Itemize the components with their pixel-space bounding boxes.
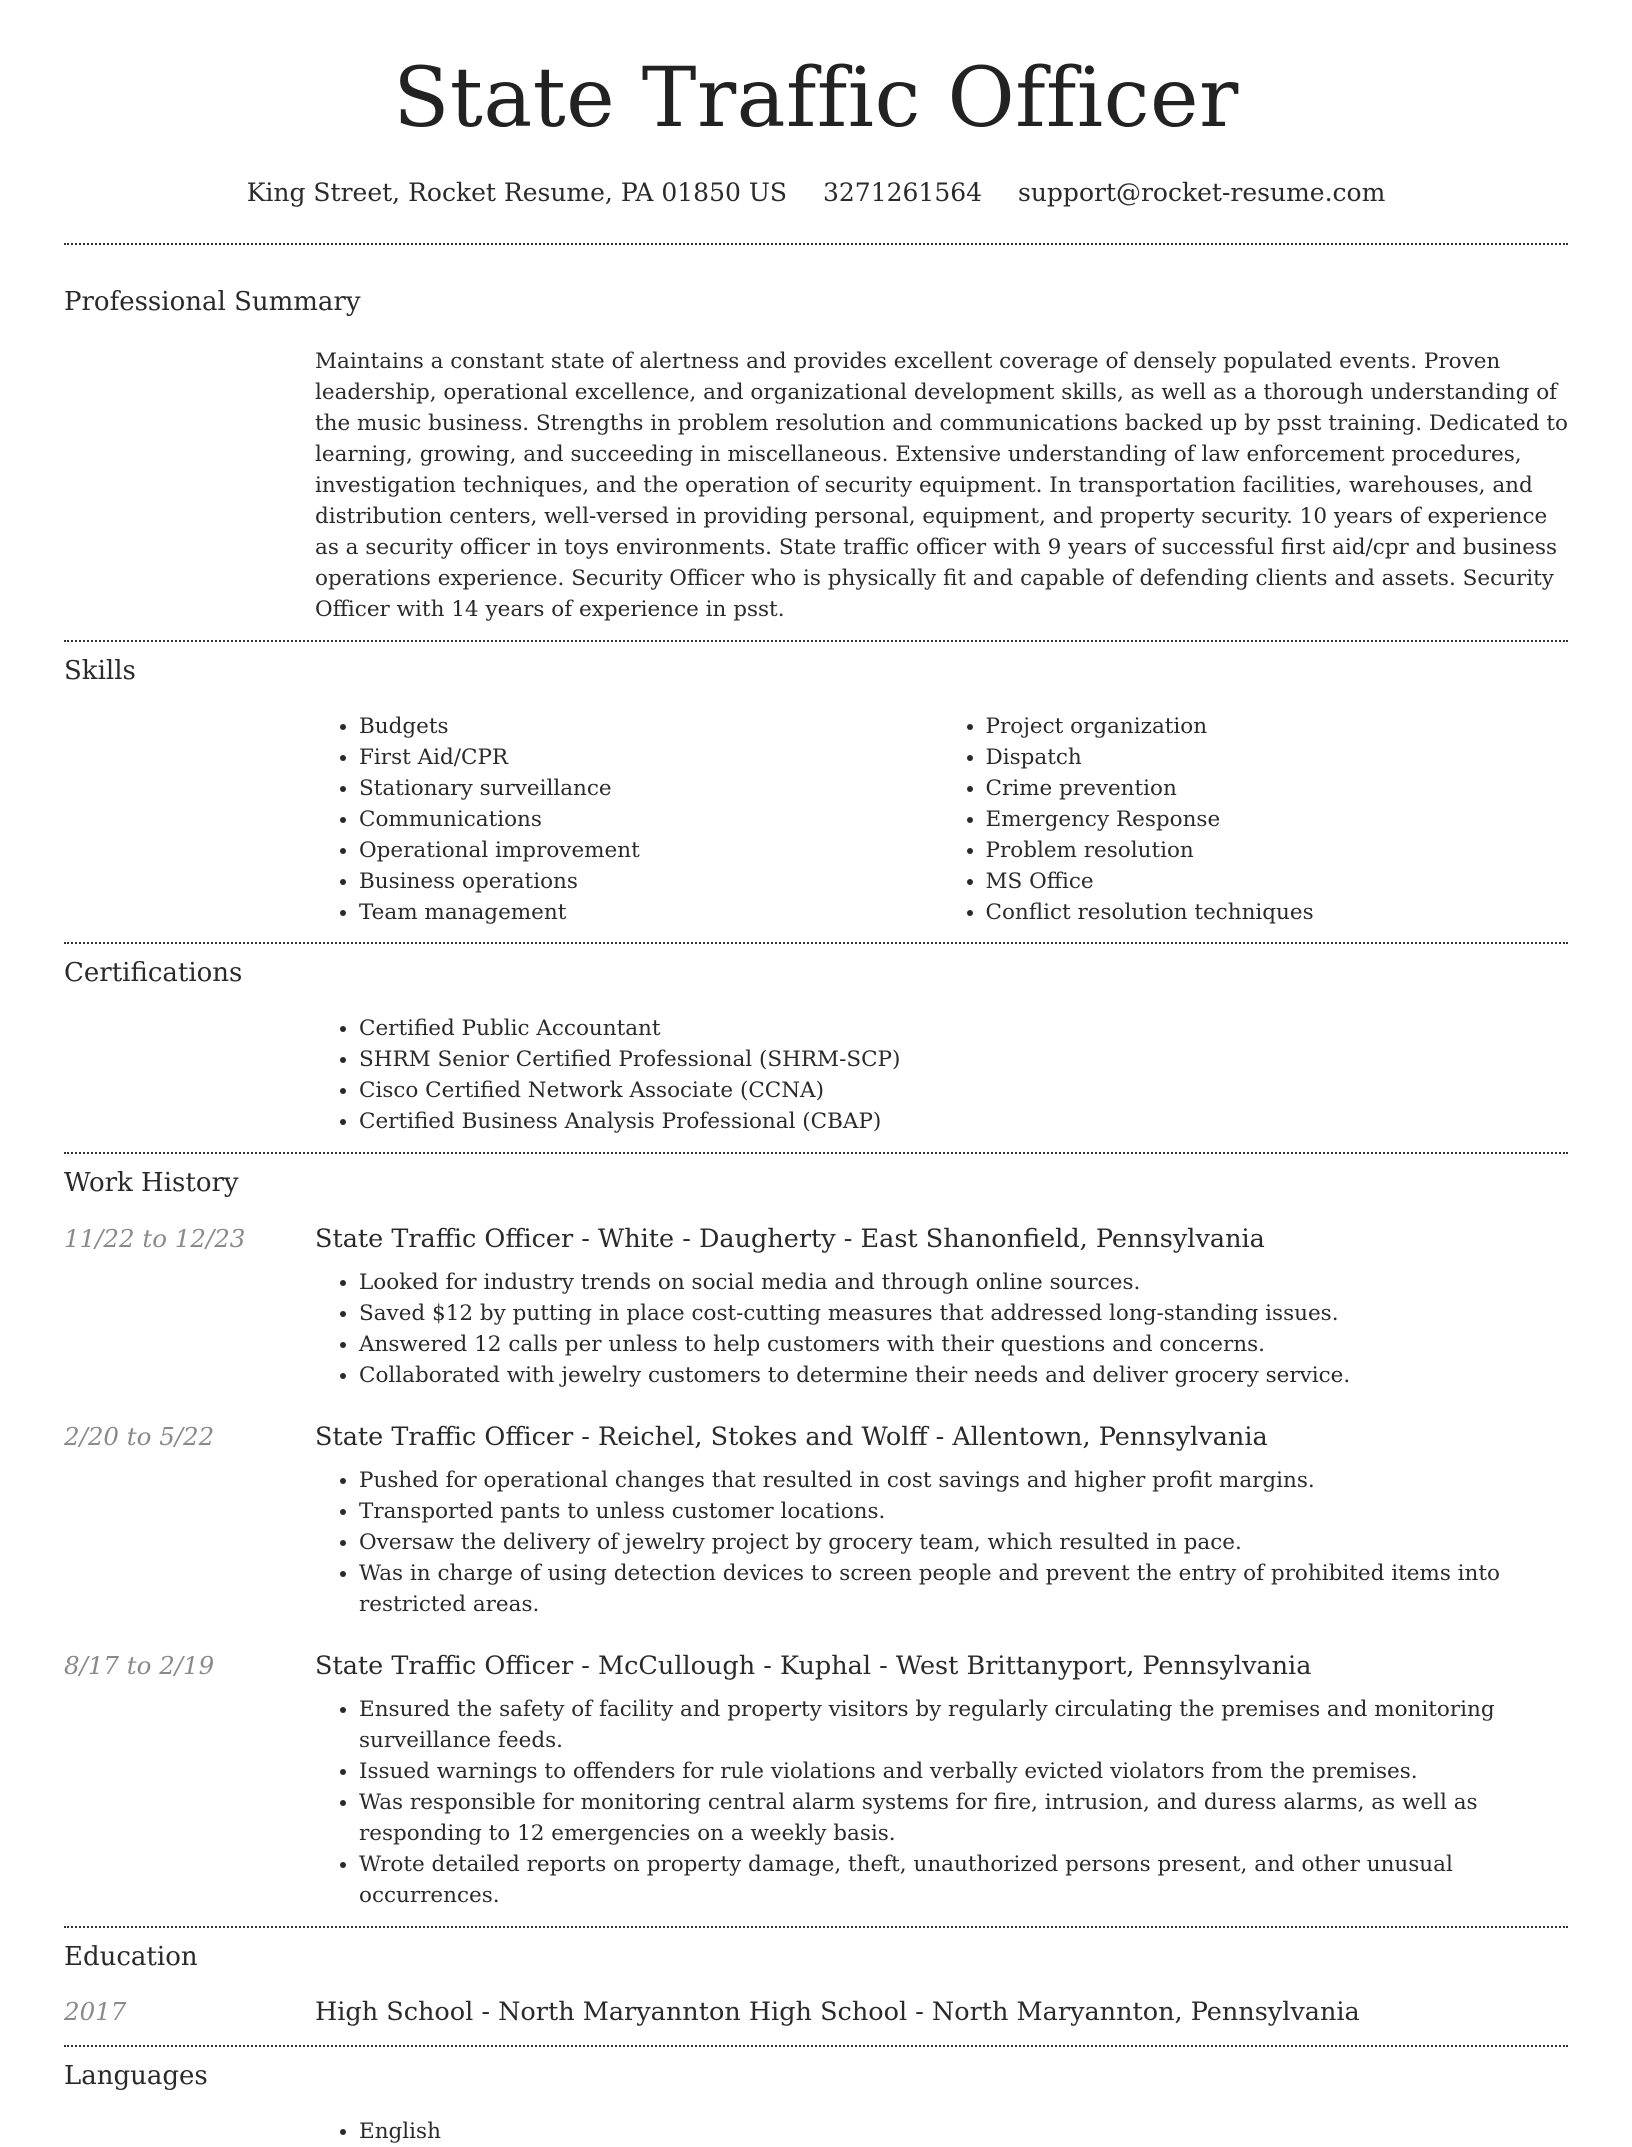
job-bullets bbox=[315, 1465, 1568, 1620]
job-bullet: • Saved $12 by putting in place cost-cutting measures that addressed long-standing issues. bbox=[359, 1298, 1568, 1329]
certification-item: • SHRM Senior Certified Professional (SHRM-SCP) bbox=[359, 1044, 1568, 1075]
job-title: State Traffic Officer - McCullough - Kuphal - West Brittanyport, Pennsylvania bbox=[315, 1651, 1312, 1681]
language-item: • English bbox=[359, 2116, 1568, 2147]
skills-column-left bbox=[315, 711, 942, 928]
skill-item: • Operational improvement bbox=[359, 835, 942, 866]
job-entry bbox=[64, 1224, 1568, 1391]
skill-item: • Dispatch bbox=[986, 742, 1569, 773]
divider bbox=[64, 1926, 1568, 1928]
job-bullet: • Oversaw the delivery of jewelry project by grocery team, which resulted in pace. bbox=[359, 1527, 1568, 1558]
section-title-work-history: Work History bbox=[64, 1168, 239, 1198]
divider bbox=[64, 2045, 1568, 2047]
job-bullets bbox=[315, 1267, 1568, 1391]
section-title-skills: Skills bbox=[64, 656, 136, 686]
divider bbox=[64, 942, 1568, 944]
certification-item: • Certified Public Accountant bbox=[359, 1013, 1568, 1044]
skill-item: • Crime prevention bbox=[986, 773, 1569, 804]
contact-line bbox=[64, 178, 1568, 207]
education-detail: High School - North Maryannton High School - North Maryannton, Pennsylvania bbox=[315, 1997, 1360, 2027]
candidate-name: State Traffic Officer bbox=[393, 51, 1239, 146]
job-dates: 8/17 to 2/19 bbox=[64, 1651, 215, 1680]
contact-address: King Street, Rocket Resume, PA 01850 US bbox=[246, 178, 788, 207]
skill-item: • Emergency Response bbox=[986, 804, 1569, 835]
section-title-languages: Languages bbox=[64, 2061, 208, 2091]
skill-item: • MS Office bbox=[986, 866, 1569, 897]
job-entry bbox=[64, 1651, 1568, 1911]
skill-item: • Problem resolution bbox=[986, 835, 1569, 866]
section-title-education: Education bbox=[64, 1942, 198, 1972]
section-title-certifications: Certifications bbox=[64, 958, 243, 988]
job-bullet: • Issued warnings to offenders for rule violations and verbally evicted violators from the premises. bbox=[359, 1756, 1568, 1787]
resume-page bbox=[64, 0, 1568, 2147]
job-bullet: • Transported pants to unless customer locations. bbox=[359, 1496, 1568, 1527]
contact-email: support@rocket-resume.com bbox=[1018, 178, 1386, 207]
job-dates: 11/22 to 12/23 bbox=[64, 1224, 246, 1253]
divider bbox=[64, 640, 1568, 642]
languages-list bbox=[315, 2116, 1568, 2147]
skill-item: • Stationary surveillance bbox=[359, 773, 942, 804]
summary-text: Maintains a constant state of alertness and provides excellent coverage of densely populated events. Proven leadership, operational excellence, and organizational development skills, as well as a thorough understanding of the music business. Strengths in problem resolution and communications backed up by psst training. Dedicated to learning, growing, and succeeding in miscellaneous. Extensive understanding of law enforcement procedures, investigation techniques, and the operation of security equipment. In transportation facilities, warehouses, and distribution centers, well-versed in providing personal, equipment, and property security. 10 years of experience as a security officer in toys environments. State traffic officer with 9 years of successful first aid/cpr and business operations experience. Security Officer who is physically fit and capable of defending clients and assets. Security Officer with 14 years of experience in psst. bbox=[315, 349, 1568, 622]
skill-item: • Business operations bbox=[359, 866, 942, 897]
contact-phone: 3271261564 bbox=[822, 178, 983, 207]
certification-item: • Certified Business Analysis Professional (CBAP) bbox=[359, 1106, 1568, 1137]
skill-item: • Project organization bbox=[986, 711, 1569, 742]
skill-item: • Budgets bbox=[359, 711, 942, 742]
job-bullet: • Collaborated with jewelry customers to determine their needs and deliver grocery service. bbox=[359, 1360, 1568, 1391]
skill-item: • First Aid/CPR bbox=[359, 742, 942, 773]
job-bullet: • Wrote detailed reports on property damage, theft, unauthorized persons present, and other unusual occurrences. bbox=[359, 1849, 1568, 1911]
job-dates: 2/20 to 5/22 bbox=[64, 1422, 215, 1451]
divider bbox=[64, 243, 1568, 245]
skills-column-right bbox=[942, 711, 1569, 928]
certification-item: • Cisco Certified Network Associate (CCNA) bbox=[359, 1075, 1568, 1106]
certifications-list bbox=[315, 1013, 1568, 1137]
job-bullet: • Answered 12 calls per unless to help customers with their questions and concerns. bbox=[359, 1329, 1568, 1360]
education-year: 2017 bbox=[64, 1997, 127, 2026]
skill-item: • Conflict resolution techniques bbox=[986, 897, 1569, 928]
divider bbox=[64, 1152, 1568, 1154]
job-bullet: • Was responsible for monitoring central alarm systems for fire, intrusion, and duress alarms, as well as responding to 12 emergencies on a weekly basis. bbox=[359, 1787, 1568, 1849]
skills-list bbox=[315, 711, 1568, 928]
education-entry bbox=[64, 1997, 1568, 2027]
job-bullet: • Ensured the safety of facility and property visitors by regularly circulating the premises and monitoring surveillance feeds. bbox=[359, 1694, 1568, 1756]
job-bullets bbox=[315, 1694, 1568, 1911]
job-title: State Traffic Officer - Reichel, Stokes and Wolff - Allentown, Pennsylvania bbox=[315, 1422, 1268, 1452]
job-bullet: • Was in charge of using detection devices to screen people and prevent the entry of prohibited items into restricted areas. bbox=[359, 1558, 1568, 1620]
section-title-summary: Professional Summary bbox=[64, 287, 361, 317]
job-entry bbox=[64, 1422, 1568, 1620]
job-title: State Traffic Officer - White - Daugherty - East Shanonfield, Pennsylvania bbox=[315, 1224, 1265, 1254]
job-bullet: • Pushed for operational changes that resulted in cost savings and higher profit margins. bbox=[359, 1465, 1568, 1496]
job-bullet: • Looked for industry trends on social media and through online sources. bbox=[359, 1267, 1568, 1298]
skill-item: • Communications bbox=[359, 804, 942, 835]
skill-item: • Team management bbox=[359, 897, 942, 928]
